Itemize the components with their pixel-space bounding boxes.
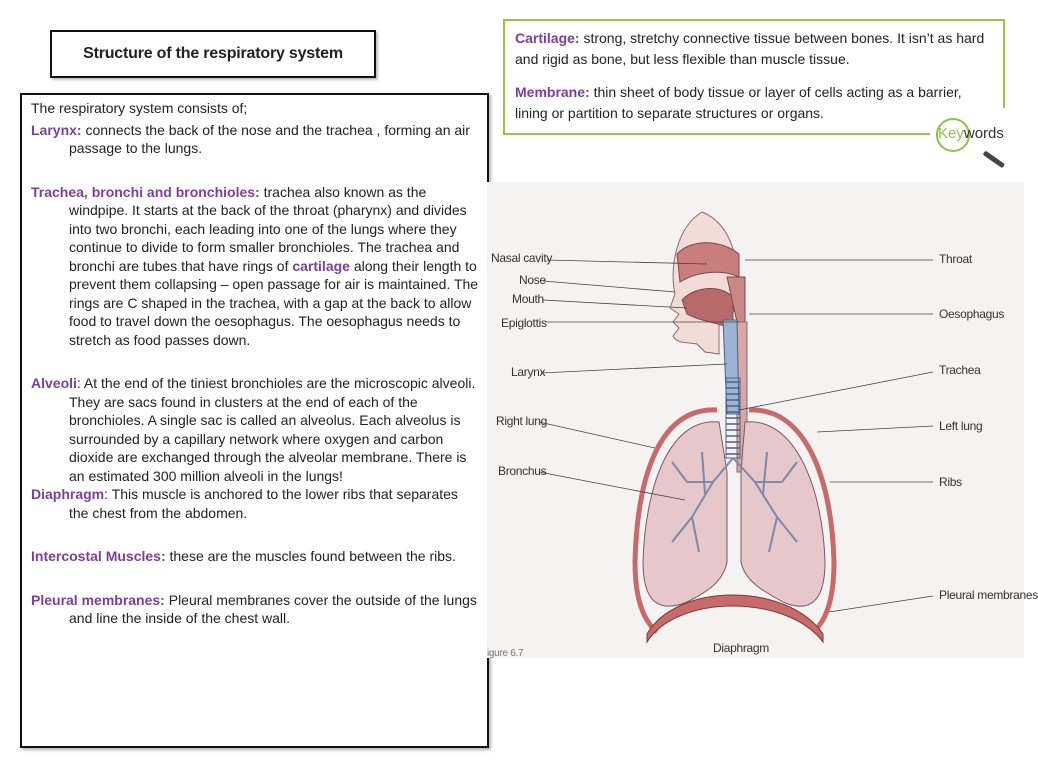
label-larynx: Larynx — [511, 365, 546, 379]
label-nose: Nose — [519, 273, 546, 287]
label-right-lung: Right lung — [496, 414, 548, 428]
label-throat: Throat — [939, 252, 972, 266]
figure-caption-fragment: igure 6.7 — [487, 648, 524, 659]
label-diaphragm: Diaphragm — [713, 641, 769, 655]
trachea-text-after: along their length to prevent them collapsing – open passage for air is maintained. The rings are C shaped in the trachea, with a gap at the back to allow food to travel down the oesophagus. The oesophagus needs to stretch as food passes down. — [69, 257, 479, 348]
label-oesophagus: Oesophagus — [939, 307, 1005, 321]
label-epiglottis: Epiglottis — [501, 316, 547, 330]
diaphragm-text: : This muscle is anchored to the lower ribs that separates the chest from the abdomen. — [69, 486, 458, 521]
label-nasal-cavity: Nasal cavity — [491, 251, 553, 265]
keyword-term: Cartilage: — [515, 30, 580, 46]
magnifier-handle-icon — [983, 150, 1006, 168]
keywords-logo — [932, 112, 1012, 162]
label-pleural-membranes: Pleural membranes — [939, 588, 1038, 602]
pleural-paragraph — [31, 591, 479, 628]
term-diaphragm: Diaphragm — [31, 486, 105, 502]
label-left-lung: Left lung — [939, 419, 983, 433]
label-ribs: Ribs — [939, 475, 962, 489]
label-bronchus: Bronchus — [498, 464, 547, 478]
intercostal-text: these are the muscles found between the ribs. — [165, 548, 456, 564]
larynx-text: connects the back of the nose and the trachea , forming an air passage to the lungs. — [69, 121, 470, 156]
keyword-definition: thin sheet of body tissue or layer of cells acting as a barrier, lining or partition to separate structures or organs. — [515, 84, 962, 121]
term-cartilage: cartilage — [292, 257, 350, 274]
pleural-text: Pleural membranes cover the outside of the lungs and line the inside of the chest wall. — [69, 591, 477, 626]
term-larynx: Larynx: — [31, 121, 82, 138]
label-mouth: Mouth — [512, 292, 544, 306]
alveoli-paragraph — [31, 374, 479, 485]
page-title: Structure of the respiratory system — [50, 30, 376, 78]
term-alveoli: Alveoli — [31, 375, 77, 391]
trachea-paragraph — [31, 183, 479, 350]
keyword-term: Membrane: — [515, 84, 590, 100]
term-intercostal: Intercostal Muscles: — [31, 548, 166, 564]
term-trachea: Trachea, bronchi and bronchioles: — [31, 183, 260, 200]
keyword-definition: strong, stretchy connective tissue between bones. It isn’t as hard and rigid as bone, but less flexible than muscle tissue. — [515, 30, 985, 67]
term-pleural: Pleural membranes: — [31, 591, 165, 608]
diaphragm-paragraph — [31, 485, 479, 522]
larynx-paragraph — [31, 121, 479, 158]
intro-text: The respiratory system consists of; — [31, 100, 248, 116]
respiratory-diagram — [487, 182, 1038, 659]
trachea-text-before: trachea also known as the windpipe. It starts at the back of the throat (pharynx) and divides into two bronchi, each leading into one of the lungs where they continue to divide to form smaller bronchioles. The trachea and bronchi are tubes that have rings of — [69, 183, 467, 274]
keywords-logo-text: Keywords — [938, 125, 1004, 142]
label-trachea: Trachea — [939, 363, 981, 377]
keyword-membrane — [515, 82, 993, 124]
keyword-cartilage — [515, 28, 993, 70]
intercostal-paragraph — [31, 547, 479, 566]
content-box — [20, 93, 489, 748]
alveoli-text: : At the end of the tiniest bronchioles are the microscopic alveoli. They are sacs found in clusters at the end of each of the bronchioles. A single sac is called an alveolus. Each alveolus is surrounded by a capillary network where oxygen and carbon dioxide are exchanged through the alveolar membrane. There is an estimated 300 million alveoli in the lungs! — [69, 375, 476, 484]
